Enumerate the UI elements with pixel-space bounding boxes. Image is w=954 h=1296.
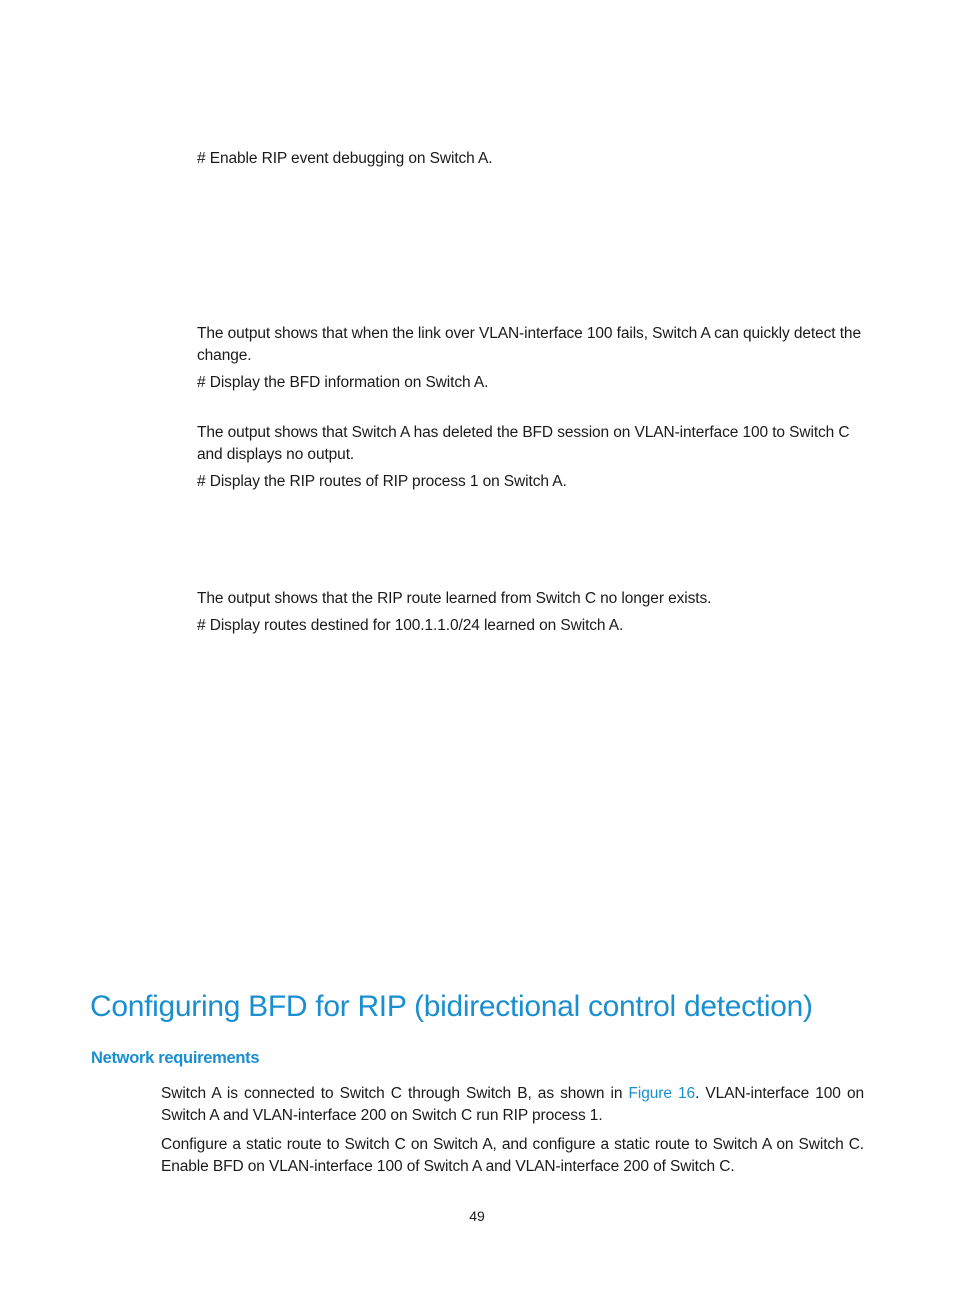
section-subtitle: Network requirements (91, 1049, 260, 1067)
paragraph-configuration-requirements: Configure a static route to Switch C on Switch A, and configure a static route to Switch A on Switch C. Enable BFD on VLAN-interface 100 of Switch A and VLAN-interface 200 of Switch C. (161, 1136, 864, 1175)
paragraph-bfd-deleted-output: The output shows that Switch A has deleted the BFD session on VLAN-interface 100 to Switch C and displays no output. (197, 424, 850, 463)
paragraph-link-fail-output: The output shows that when the link over VLAN-interface 100 fails, Switch A can quickly detect the change. (197, 325, 861, 364)
page-number: 49 (469, 1208, 485, 1224)
paragraph-display-rip-routes: # Display the RIP routes of RIP process 1 on Switch A. (197, 473, 567, 490)
figure-16-link[interactable]: Figure 16 (628, 1085, 696, 1102)
paragraph-enable-debugging: # Enable RIP event debugging on Switch A. (197, 150, 493, 167)
paragraph-rip-route-gone: The output shows that the RIP route learned from Switch C no longer exists. (197, 590, 712, 607)
paragraph-display-bfd: # Display the BFD information on Switch A. (197, 374, 489, 391)
section-title: Configuring BFD for RIP (bidirectional control detection) (90, 990, 813, 1023)
paragraph-network-description (161, 1083, 864, 1126)
network-description-text-start: Switch A is connected to Switch C through Switch B, as shown in (161, 1085, 629, 1102)
network-description-text-end: . VLAN-interface 100 on Switch A and VLAN-interface 200 on Switch C run RIP process 1. (161, 1085, 864, 1124)
paragraph-display-destined-routes: # Display routes destined for 100.1.1.0/24 learned on Switch A. (197, 617, 624, 634)
